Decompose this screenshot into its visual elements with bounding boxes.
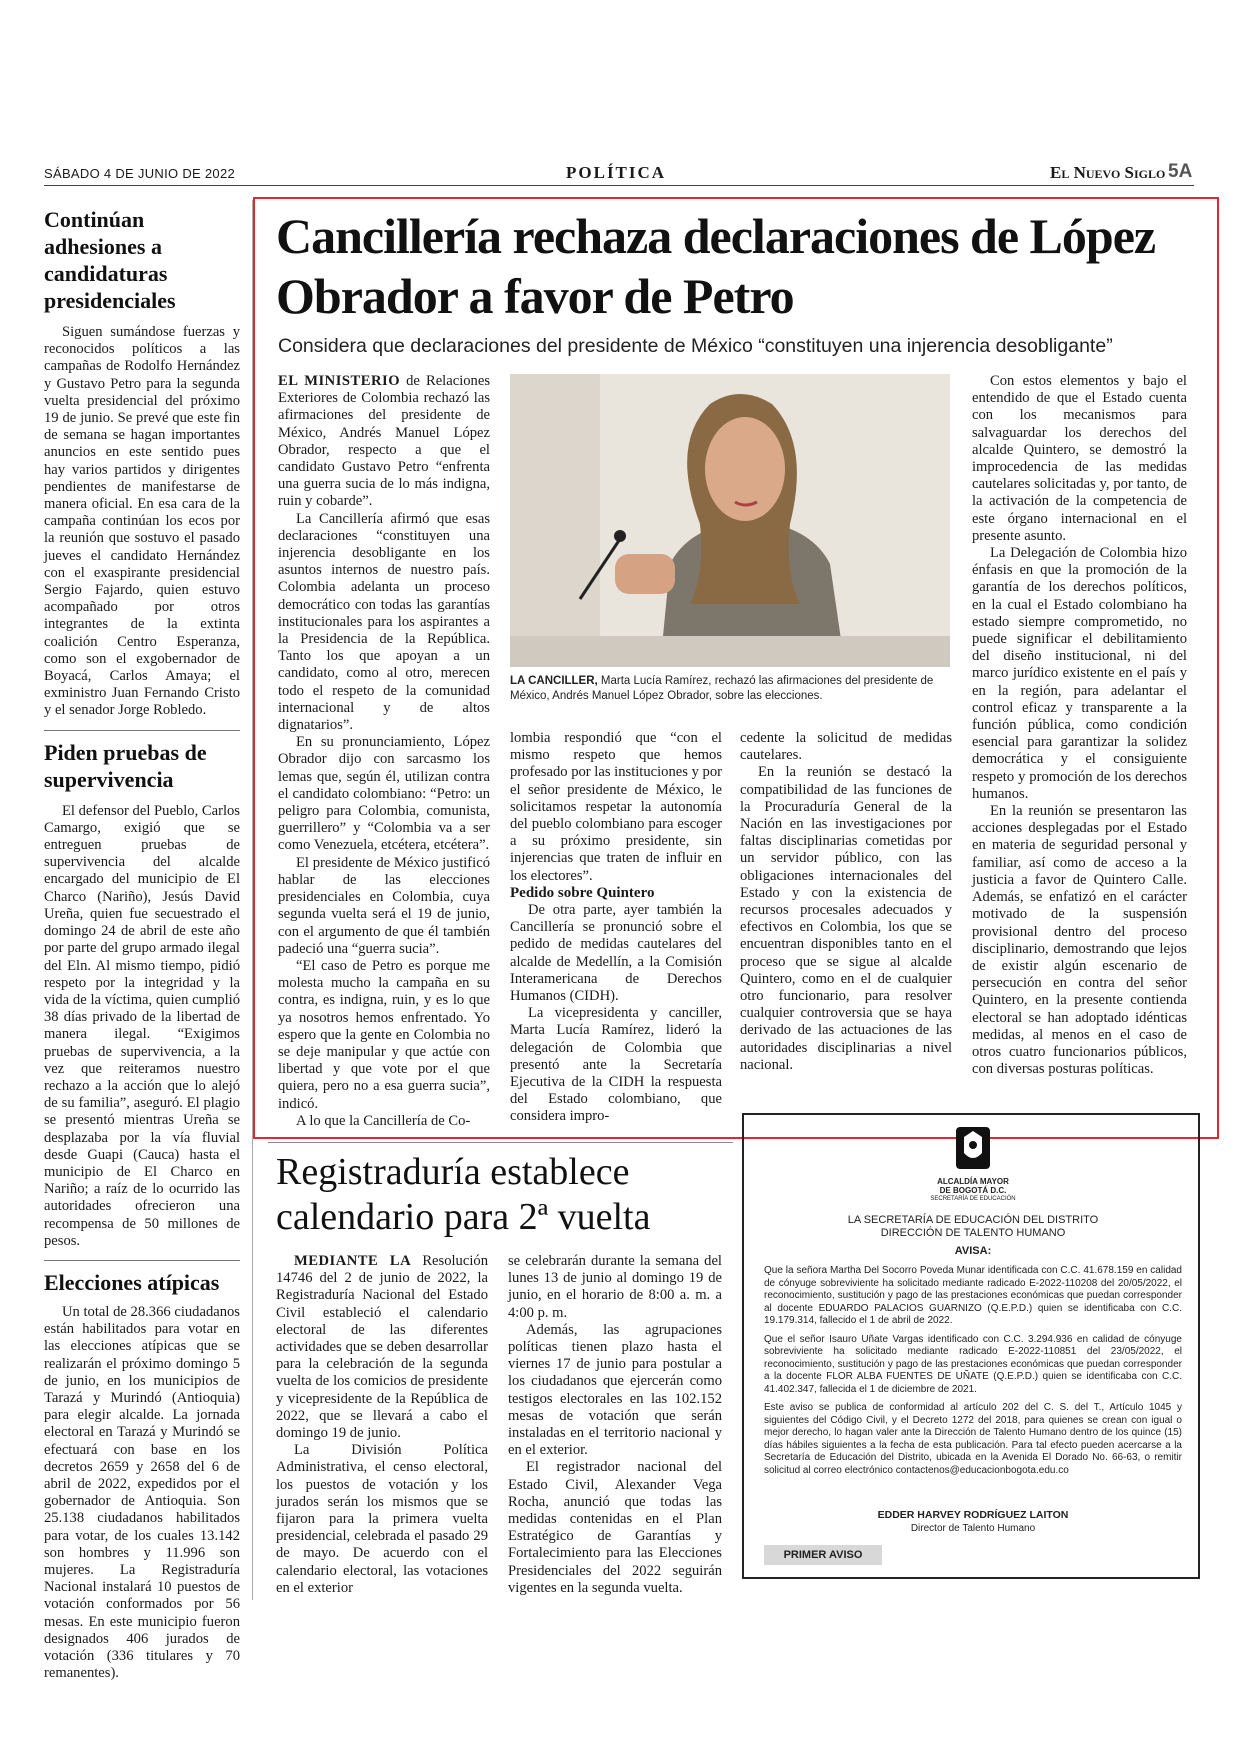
main-col3-p1: cedente la solicitud de medidas cautelares. <box>740 730 952 764</box>
main-headline: Cancillería rechaza declaraciones de López Obrador a favor de Petro <box>276 208 1156 324</box>
main-col4-p1: Con estos elementos y bajo el entendido de que el Estado cuenta con los mecanismos para salvaguardar los derechos del alcalde Quintero, se demostró la improcedencia de las medidas cautelares solicitadas y, por tanto, de la activación de la competencia de este órgano internacional en el presente asunto. <box>972 373 1187 544</box>
page-number: 5A <box>1168 161 1193 182</box>
caption-text: Marta Lucía Ramírez, rechazó las afirmaciones del presidente de México, Andrés Manuel López Obrador, sobre las elecciones. <box>510 675 934 702</box>
main-p1: de Relaciones Exteriores de Colombia rechazó las afirmaciones del presidente de México, Andrés Manuel López Obrador, respecto a que el candidato Gustavo Petro “enfrenta una guerra sucia de lo más indigna, ruin y cobarde”. <box>278 373 490 510</box>
ad-notice-title: AVISA: <box>954 1245 992 1257</box>
main-col-3 <box>740 730 952 1074</box>
main-deck: Considera que declaraciones del presidente de México “constituyen una injerencia desobligante” <box>278 335 1113 357</box>
second-col2-p3: El registrador nacional del Estado Civil, Alexander Vega Rocha, anunció que todas las medidas contenidas en el Plan Estratégico de Garantías y Fortalecimiento para las Elecciones Presidenciales del 2022 seguirán vigentes en la segunda vuelta. <box>508 1459 722 1596</box>
second-lead-caps: MEDIANTE LA <box>294 1253 412 1269</box>
header-date: SÁBADO 4 DE JUNIO DE 2022 <box>44 166 236 181</box>
side-rule-2 <box>44 1260 240 1261</box>
main-col-1 <box>278 373 490 1130</box>
canciller-photo-illustration <box>510 374 950 667</box>
second-col-1 <box>276 1253 488 1597</box>
ad-signer-title: Director de Talento Humano <box>910 1523 1036 1534</box>
main-p3: En su pronunciamiento, López Obrador dijo con sarcasmo los lemas que, según él, utilizan contra el candidato colombiano: “Petro: un peligro para Colombia, comunista, guerrillero” y “Colombia va a ser como Venezuela, etcétera, etcétera”. <box>278 734 490 854</box>
brief-title-adhesiones: Continúan adhesiones a candidaturas presidenciales <box>44 207 176 313</box>
ad-p2: Que el señor Isauro Uñate Vargas identificado con C.C. 3.294.936 en calidad de cónyuge sobreviviente ha solicitado mediante radicado E-2022-110851 del 23/05/2022, el reconocimiento, sustitución y pago de las prestaciones económicas que puedan corresponder a la docente FLOR ALBA FUENTES DE UÑATE (Q.E.P.D.) quien se identificaba con C.C. 41.402.347, fallecida el 1 de diciembre de 2021. <box>764 1333 1182 1395</box>
ad-p3: Este aviso se publica de conformidad al artículo 202 del C. S. del T., Artículo 1045 y siguientes del Código Civil, y el Decreto 1272 del 2018, para quienes se crean con igual o mejor derecho, lo hagan valer ante la Dirección de Talento Humano dentro de los quince (15) días hábiles siguientes a la fecha de esta publicación. Para tal efecto pueden acercarse a la Secretaría de Educación del Distrito, ubicada en la Avenida El Dorado No. 66-63, o remitir solicitud al correo electrónico contactenos@educacionbogota.edu.co <box>764 1402 1182 1476</box>
shield-icon <box>942 1125 1004 1177</box>
main-p6: A lo que la Cancillería de Co- <box>296 1112 471 1129</box>
brief-title-atipicas: Elecciones atípicas <box>44 1269 220 1295</box>
first-notice-badge: PRIMER AVISO <box>764 1545 882 1565</box>
main-col-4 <box>972 373 1187 1078</box>
paper-name: El Nuevo Siglo <box>1050 163 1166 182</box>
brief-text-adhesiones: Siguen sumándose fuerzas y reconocidos políticos a las campañas de Rodolfo Hernández y Gustavo Petro para la segunda vuelta presidencial del próximo 19 de junio. Se prevé que este fin de semana se hagan importantes anuncios en este sentido pues hay varios partidos y dirigentes pendientes de manifestarse de manera oficial. En esa cara de la campaña continúan los ecos por la reunión que sostuvo el pasado jueves el candidato Hernández con el exaspirante presidencial Sergio Fajardo, quien estuvo acompañado por otros integrantes de la extinta coalición Centro Esperanza, como son el exgobernador de Boyacá, Carlos Amaya; el exministro Juan Fernando Cristo y el senador Jorge Robledo. <box>44 324 240 719</box>
logo-line-3: SECRETARÍA DE EDUCACIÓN <box>930 1196 1016 1202</box>
main-col2-p2: De otra parte, ayer también la Cancillería se pronunció sobre el pedido de medidas cautelares del alcalde de Medellín, a la Comisión Interamericana de Derechos Humanos (CIDH). <box>510 902 722 1005</box>
logo-line-1: ALCALDÍA MAYOR <box>937 1177 1009 1186</box>
second-headline: Registraduría establece calendario para 2ª vuelta <box>276 1151 651 1238</box>
second-article-rule <box>268 1142 733 1143</box>
bogota-seal <box>942 1125 1004 1177</box>
second-p1: Resolución 14746 del 2 de junio de 2022, la Registraduría Nacional del Estado Civil estableció el calendario electoral de las diferentes actividades que se deben desarrollar para la celebración de la segunda vuelta de los comicios de presidente y vicepresidente de la República de 2022, que se llevará a cabo el domingo 19 de junio. <box>276 1253 488 1442</box>
header-rule <box>44 185 1194 186</box>
side-column <box>44 200 240 1682</box>
brief-text-supervivencia: El defensor del Pueblo, Carlos Camargo, exigió que se entreguen pruebas de supervivencia del alcalde encargado del municipio de El Charco (Nariño), Jesús David Ureña, quien fue secuestrado el domingo 24 de abril de este año por parte del grupo armado ilegal del Eln. Al mismo tiempo, pidió respeto por la integridad y la vida de la víctima, quien cumplió 38 días privado de la libertad de manera ilegal. “Exigimos pruebas de supervivencia, a la vez que reiteramos nuestro rechazo a la acción que lo alejó de su familia”, aseguró. El plagio se presentó mientras Ureña se desplazaba por la vía fluvial desde Guapi (Cauca) hasta el municipio de El Charco en Nariño; a raíz de lo ocurrido las autoridades ofrecieron una recompensa de 50 millones de pesos. <box>44 802 240 1249</box>
public-notice-ad <box>742 1113 1200 1579</box>
main-col3-p2: En la reunión se destacó la compatibilidad de las funciones de la Procuraduría General de la Nación en las investigaciones por faltas disciplinarias cometidas por un servidor público, con las obligaciones internacionales del Estado y con la existencia de recursos procesales adecuados y efectivos en Colombia, los que se encuentran disponibles tanto en el proceso que se sigue al alcalde Quintero, como en el de cualquier otro funcionario, para resolver cualquier controversia que se haya derivado de las actuaciones de las autoridades disciplinarias a nivel nacional. <box>740 764 952 1073</box>
main-lead-caps: EL MINISTERIO <box>278 373 401 389</box>
logo-line-2: DE BOGOTÁ D.C. <box>939 1186 1007 1195</box>
second-col2-p1: se celebrarán durante la semana del lunes 13 de junio al domingo 19 de junio, en el horario de 8:00 a. m. a 4:00 p. m. <box>508 1253 722 1321</box>
caption-lead: LA CANCILLER, <box>510 675 598 687</box>
main-p2: La Cancillería afirmó que esas declaraciones “constituyen una injerencia desobligante en los asuntos internos de nuestro país. Colombia adelanta un proceso democrático con todas las garantías institucionales para los aspirantes a la Presidencia de la República. Tanto los que apoyan a un candidato, como al otro, merecen todo el respeto de la comunidad internacional y de altos dignatarios”. <box>278 510 490 734</box>
main-subhead: Pedido sobre Quintero <box>510 884 655 901</box>
photo-caption <box>510 674 950 704</box>
second-col2-p2: Además, las agrupaciones políticas tienen plazo hasta el viernes 17 de junio para postular a los ciudadanos que ejercerán como testigos electorales en las 102.152 mesas de votación que serán instaladas en el territorio nacional y en el exterior. <box>508 1321 722 1459</box>
main-col-2 <box>510 730 722 1126</box>
brief-title-supervivencia: Piden pruebas de supervivencia <box>44 739 207 792</box>
side-rule-1 <box>44 730 240 731</box>
second-col-2 <box>508 1253 722 1597</box>
main-p4: El presidente de México justificó hablar de las elecciones presidenciales en Colombia, cuya segunda vuelta será el 19 de junio, con el argumento de que él también padeció una “guerra sucia”. <box>278 854 490 957</box>
ad-dept: DIRECCIÓN DE TALENTO HUMANO <box>880 1227 1066 1239</box>
main-col2-p1: lombia respondió que “con el mismo respeto que hemos profesado por las instituciones y por el señor presidente de México, le solicitamos respetar la autonomía del pueblo colombiano para escoger a su próximo presidente, sin injerencias que traten de influir en los electores”. <box>510 730 722 884</box>
ad-org: LA SECRETARÍA DE EDUCACIÓN DEL DISTRITO <box>847 1214 1099 1226</box>
main-col4-p2: La Delegación de Colombia hizo énfasis en que la promoción de la garantía de los derechos políticos, en la cual el Estado colombiano ha estado siempre comprometido, no puede significar el debilitamiento del diseño institucional, ni del marco jurídico existente en el país y en la región, para adelantar el control eficaz y transparente a la función pública, como condición esencial para garantizar la solidez democrática y el consiguiente respeto y promoción de los derechos humanos. <box>972 545 1187 802</box>
brief-text-atipicas: Un total de 28.366 ciudadanos están habilitados para votar en las elecciones atípicas que se realizarán el próximo domingo 5 de junio, en los municipios de Tarazá y Murindó (Antioquia) para elegir alcalde. La jornada electoral en Tarazá y Murindó se efectuará con base en los decretos 2659 y 2658 del 6 de abril de 2022, expedidos por el gobernador de Antioquia. Son 25.138 ciudadanos habilitados para votar, de los cuales 13.142 son hombres y 11.996 son mujeres. La Registraduría Nacional instalará 10 puestos de votación conformados por 56 mesas. En este municipio fueron designados 406 jurados de votación (336 titulares y 70 remanentes). <box>44 1303 240 1682</box>
main-p5: “El caso de Petro es porque me molesta mucho la campaña en su contra, es indigna, ruin, y es lo que ya nosotros hemos enfrentado. Yo espero que la gente en Colombia no se deje manipular y que actúe con libertad y que vote por el que quiera, pero no a esa guerra sucia”, indicó. <box>278 957 490 1112</box>
section-title: POLÍTICA <box>566 163 667 182</box>
second-p2: La División Política Administrativa, el censo electoral, los puestos de votación y los jurados serán los mismos que se fijaron para la primera vuelta presidencial, celebrada el pasado 29 de mayo. De acuerdo con el calendario electoral, las votaciones en el exterior <box>276 1442 488 1596</box>
main-col2-p3: La vicepresidenta y canciller, Marta Lucía Ramírez, lideró la delegación de Colombia que presentó ante la Secretaría Ejecutiva de la CIDH la respuesta del Estado colombiano, que considera impro- <box>510 1005 722 1125</box>
ad-p1: Que la señora Martha Del Socorro Poveda Munar identificada con C.C. 41.678.159 en calidad de cónyuge sobreviviente ha solicitado mediante radicado E-2022-110208 del 20/05/2022, el reconocimiento, sustitución y pago de las prestaciones económicas que puedan corresponder al docente EDUARDO PALACIOS GUARNIZO (Q.E.P.D.) quien se identificaba con C.C. 19.179.314, fallecido el 1 de abril de 2022. <box>764 1265 1182 1326</box>
main-col4-p3: En la reunión se presentaron las acciones desplegadas por el Estado en materia de seguridad personal y familiar, así como de acceso a la justicia a favor de Quintero Calle. Además, se enfatizó en el carácter motivado de la suspensión provisional dentro del proceso disciplinario, demostrando que lejos de existir algún escenario de persecución en contra del señor Quintero, en la presente contienda electoral se han adoptado idénticas medidas, al menos en el caso de otros cuatro funcionarios públicos, con diversas posturas políticas. <box>972 803 1187 1078</box>
main-photo <box>510 374 950 667</box>
ad-signer: EDDER HARVEY RODRÍGUEZ LAITON <box>877 1509 1069 1521</box>
